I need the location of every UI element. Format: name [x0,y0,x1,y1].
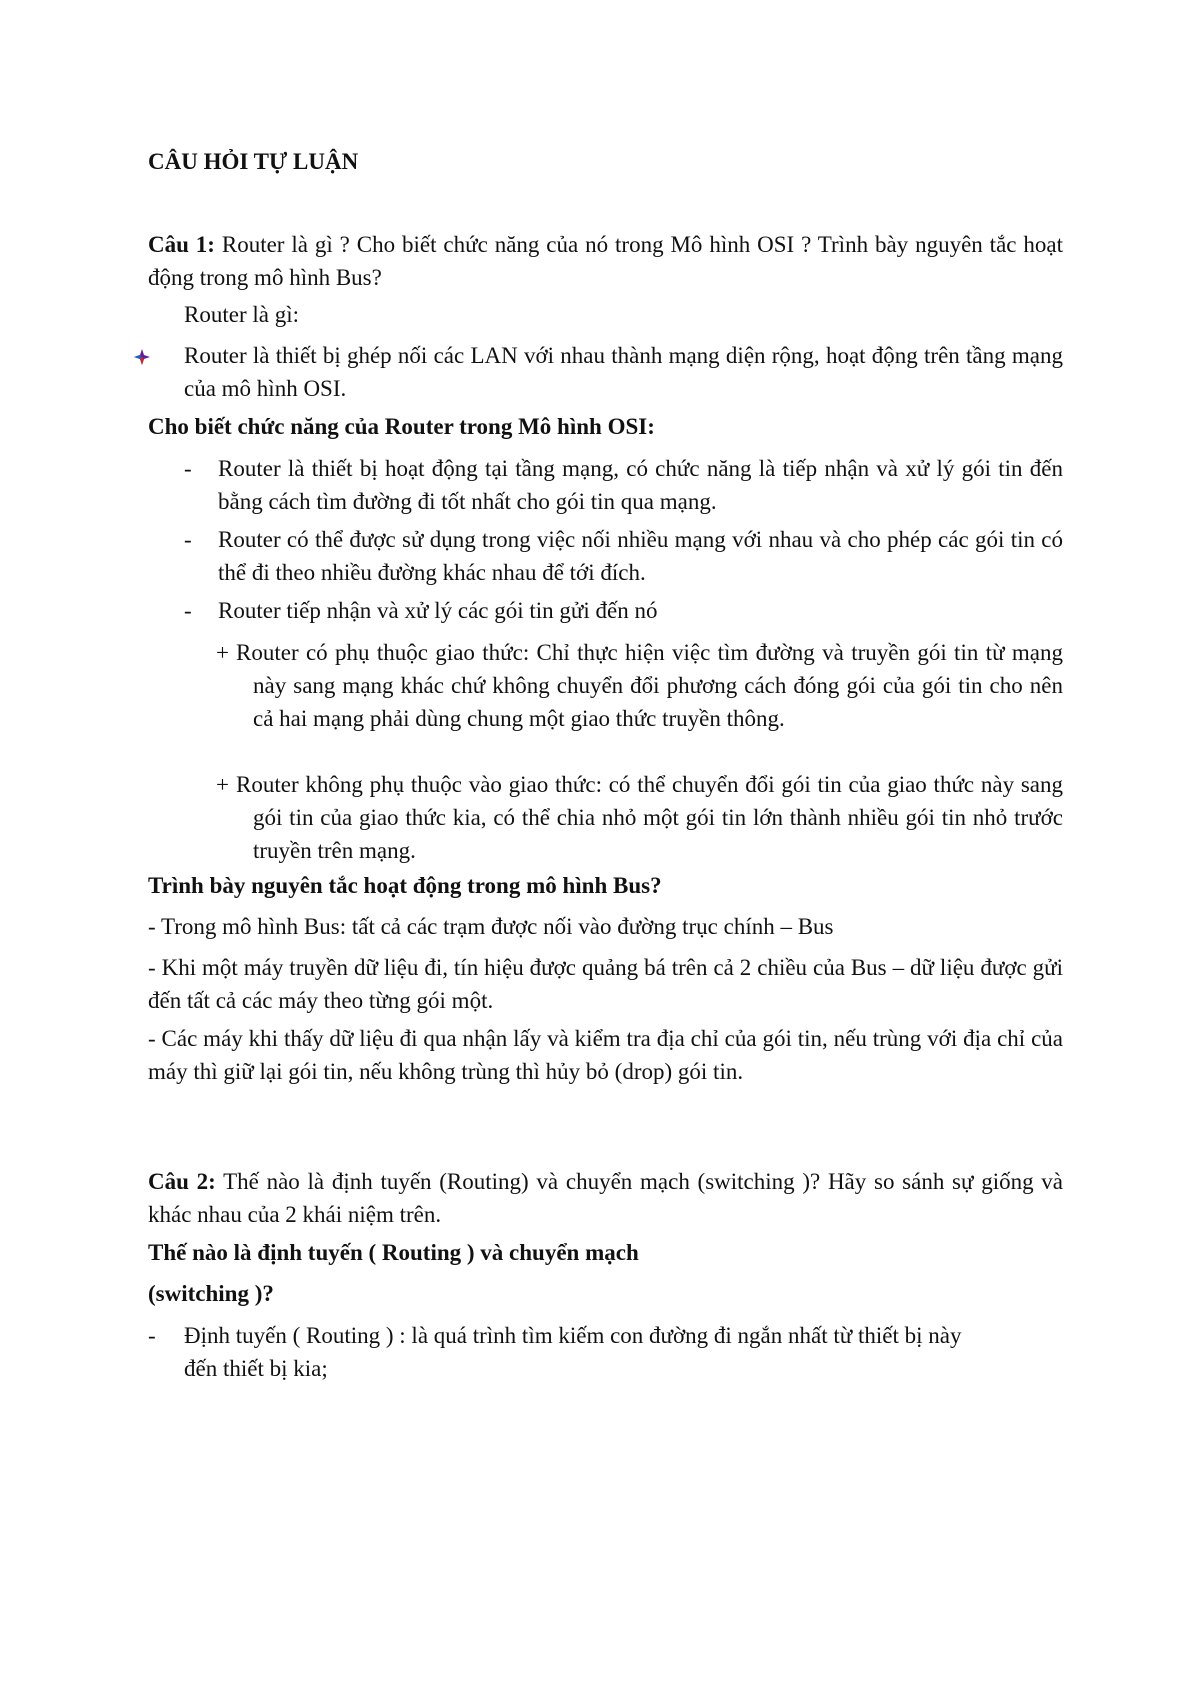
router-what-label: Router là gì: [184,302,299,327]
question-1-label: Câu 1: [148,232,215,257]
function-heading: Cho biết chức năng của Router trong Mô hình OSI: [148,414,655,439]
plus-marker: + [216,772,229,797]
question-2-heading-line-2: (switching )? [148,1281,274,1306]
document-title: CÂU HỎI TỰ LUẬN [148,149,359,174]
question-2-heading-line-1: Thế nào là định tuyến ( Routing ) và chuyển mạch [148,1240,639,1265]
routing-definition: Định tuyến ( Routing ) : là quá trình tìm kiếm con đường đi ngắn nhất từ thiết bị này đến thiết bị kia; [184,1323,962,1381]
question-2-label: Câu 2: [148,1169,216,1194]
dash-marker: - [148,1323,156,1348]
bus-heading: Trình bày nguyên tắc hoạt động trong mô hình Bus? [148,873,662,898]
plus-marker: + [216,640,229,665]
function-item-1: Router là thiết bị hoạt động tại tầng mạng, có chức năng là tiếp nhận và xử lý gói tin đến bằng cách tìm đường đi tốt nhất cho gói tin qua mạng. [218,456,1063,514]
four-point-star-bullet-icon [134,349,150,365]
router-definition: Router là thiết bị ghép nối các LAN với nhau thành mạng diện rộng, hoạt động trên tầng mạng của mô hình OSI. [184,343,1063,401]
bus-item-3: - Các máy khi thấy dữ liệu đi qua nhận lấy và kiểm tra địa chỉ của gói tin, nếu trùng với địa chỉ của máy thì giữ lại gói tin, nếu không trùng thì hủy bỏ (drop) gói tin. [148,1026,1063,1084]
sub-item-2: Router không phụ thuộc vào giao thức: có thể chuyển đổi gói tin của giao thức này sang gói tin của giao thức kia, có thể chia nhỏ một gói tin lớn thành nhiều gói tin nhỏ trước truyền trên mạng. [236,772,1063,863]
question-2-text: Thế nào là định tuyến (Routing) và chuyển mạch (switching )? Hãy so sánh sự giống và khác nhau của 2 khái niệm trên. [148,1169,1064,1227]
sub-item-1: Router có phụ thuộc giao thức: Chỉ thực hiện việc tìm đường và truyền gói tin từ mạng này sang mạng khác chứ không chuyển đổi phương cách đóng gói của gói tin cho nên cả hai mạng phải dùng chung một giao thức truyền thông. [236,640,1063,731]
dash-marker: - [184,598,192,623]
bus-item-2: - Khi một máy truyền dữ liệu đi, tín hiệu được quảng bá trên cả 2 chiều của Bus – dữ liệu được gửi đến tất cả các máy theo từng gói một. [148,955,1063,1013]
function-item-3: Router tiếp nhận và xử lý các gói tin gửi đến nó [218,598,658,623]
bus-item-1: - Trong mô hình Bus: tất cả các trạm được nối vào đường trục chính – Bus [148,914,834,939]
question-1 [148,228,1063,294]
question-1-text: Router là gì ? Cho biết chức năng của nó trong Mô hình OSI ? Trình bày nguyên tắc hoạt động trong mô hình Bus? [148,232,1063,290]
dash-marker: - [184,527,192,552]
question-2 [148,1165,1063,1231]
dash-marker: - [184,456,192,481]
function-item-2: Router có thể được sử dụng trong việc nối nhiều mạng với nhau và cho phép các gói tin có thể đi theo nhiều đường khác nhau để tới đích. [218,527,1063,585]
